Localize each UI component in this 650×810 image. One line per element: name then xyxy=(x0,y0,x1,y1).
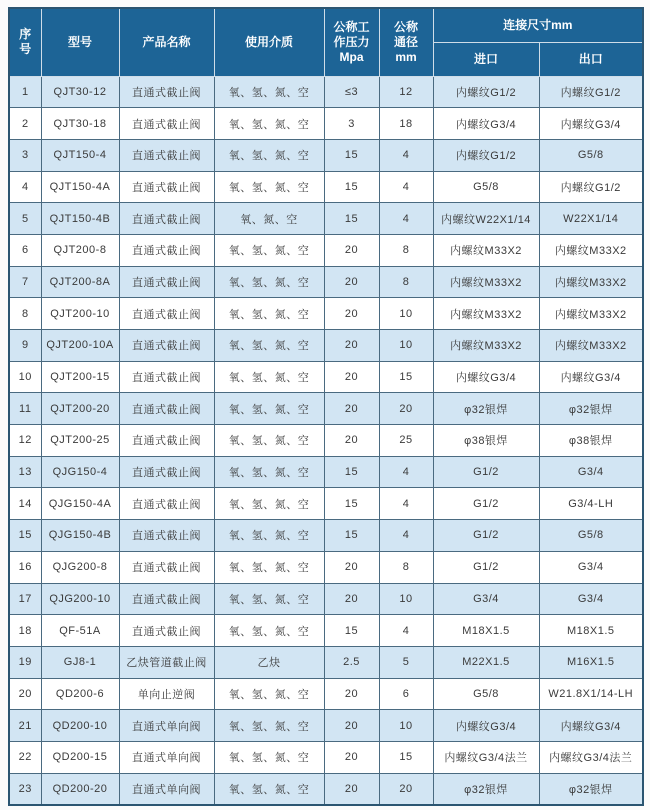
table-row xyxy=(9,171,643,203)
table-row xyxy=(9,488,643,520)
cell-no: 4 xyxy=(9,171,41,203)
table-row xyxy=(9,551,643,583)
cell-diameter: 4 xyxy=(379,488,433,520)
cell-outlet: 内螺纹G3/4 xyxy=(539,108,643,140)
cell-inlet: 内螺纹G1/2 xyxy=(433,76,539,108)
cell-outlet: 内螺纹G3/4法兰 xyxy=(539,741,643,773)
cell-medium: 氧、氢、氮、空 xyxy=(214,361,324,393)
cell-pressure: 15 xyxy=(324,520,379,552)
header-inlet: 进口 xyxy=(433,42,539,76)
cell-no: 1 xyxy=(9,76,41,108)
cell-product: 直通式截止阀 xyxy=(119,171,214,203)
valve-spec-table xyxy=(8,7,644,806)
table-row xyxy=(9,678,643,710)
cell-pressure: 20 xyxy=(324,234,379,266)
cell-inlet: 内螺纹M33X2 xyxy=(433,266,539,298)
cell-medium: 氧、氢、氮、空 xyxy=(214,425,324,457)
table-row xyxy=(9,425,643,457)
cell-pressure: 20 xyxy=(324,266,379,298)
cell-model: QJT200-25 xyxy=(41,425,119,457)
cell-medium: 乙炔 xyxy=(214,646,324,678)
cell-pressure: 20 xyxy=(324,773,379,805)
header-connection-size: 连接尺寸mm xyxy=(433,8,643,42)
cell-medium: 氧、氢、氮、空 xyxy=(214,583,324,615)
cell-product: 直通式截止阀 xyxy=(119,488,214,520)
cell-no: 15 xyxy=(9,520,41,552)
cell-pressure: 3 xyxy=(324,108,379,140)
cell-model: QJT200-15 xyxy=(41,361,119,393)
cell-diameter: 4 xyxy=(379,171,433,203)
table-row xyxy=(9,773,643,805)
cell-inlet: G1/2 xyxy=(433,551,539,583)
table-row xyxy=(9,266,643,298)
cell-product: 直通式单向阀 xyxy=(119,710,214,742)
cell-inlet: 内螺纹G3/4法兰 xyxy=(433,741,539,773)
cell-no: 2 xyxy=(9,108,41,140)
cell-diameter: 25 xyxy=(379,425,433,457)
cell-model: QJT30-18 xyxy=(41,108,119,140)
header-nominal-pressure xyxy=(324,8,379,76)
cell-no: 11 xyxy=(9,393,41,425)
header-serial-number-label: 序号 xyxy=(19,26,32,57)
cell-pressure: ≤3 xyxy=(324,76,379,108)
cell-inlet: 内螺纹G3/4 xyxy=(433,710,539,742)
cell-diameter: 10 xyxy=(379,330,433,362)
table-row xyxy=(9,583,643,615)
header-nominal-pressure-label: 公称工作压力 xyxy=(333,20,370,50)
cell-inlet: G1/2 xyxy=(433,488,539,520)
cell-medium: 氧、氢、氮、空 xyxy=(214,234,324,266)
cell-diameter: 18 xyxy=(379,108,433,140)
cell-model: QJG200-8 xyxy=(41,551,119,583)
cell-product: 直通式截止阀 xyxy=(119,456,214,488)
cell-no: 19 xyxy=(9,646,41,678)
cell-no: 6 xyxy=(9,234,41,266)
cell-product: 直通式单向阀 xyxy=(119,741,214,773)
cell-no: 10 xyxy=(9,361,41,393)
cell-model: QJT200-8A xyxy=(41,266,119,298)
cell-model: QJG150-4 xyxy=(41,456,119,488)
cell-outlet: φ38银焊 xyxy=(539,425,643,457)
cell-outlet: W22X1/14 xyxy=(539,203,643,235)
table-row xyxy=(9,76,643,108)
cell-diameter: 4 xyxy=(379,456,433,488)
cell-diameter: 4 xyxy=(379,520,433,552)
cell-diameter: 10 xyxy=(379,710,433,742)
cell-model: QD200-10 xyxy=(41,710,119,742)
cell-inlet: M22X1.5 xyxy=(433,646,539,678)
header-diameter-unit: mm xyxy=(395,50,417,65)
cell-pressure: 2.5 xyxy=(324,646,379,678)
cell-inlet: φ32银焊 xyxy=(433,773,539,805)
cell-outlet: 内螺纹M33X2 xyxy=(539,266,643,298)
cell-outlet: M16X1.5 xyxy=(539,646,643,678)
cell-product: 直通式截止阀 xyxy=(119,393,214,425)
cell-no: 5 xyxy=(9,203,41,235)
cell-model: QJT200-8 xyxy=(41,234,119,266)
cell-inlet: G3/4 xyxy=(433,583,539,615)
header-serial-number xyxy=(9,8,41,76)
cell-diameter: 5 xyxy=(379,646,433,678)
table-header xyxy=(9,8,643,76)
cell-medium: 氧、氢、氮、空 xyxy=(214,678,324,710)
cell-product: 直通式截止阀 xyxy=(119,615,214,647)
cell-diameter: 15 xyxy=(379,361,433,393)
cell-medium: 氧、氢、氮、空 xyxy=(214,520,324,552)
cell-medium: 氧、氢、氮、空 xyxy=(214,615,324,647)
cell-medium: 氧、氢、氮、空 xyxy=(214,773,324,805)
cell-medium: 氧、氢、氮、空 xyxy=(214,298,324,330)
cell-outlet: 内螺纹G1/2 xyxy=(539,76,643,108)
cell-outlet: G3/4-LH xyxy=(539,488,643,520)
cell-diameter: 15 xyxy=(379,741,433,773)
cell-product: 直通式截止阀 xyxy=(119,520,214,552)
table-row xyxy=(9,330,643,362)
header-product-name: 产品名称 xyxy=(119,8,214,76)
cell-inlet: φ38银焊 xyxy=(433,425,539,457)
cell-pressure: 20 xyxy=(324,710,379,742)
cell-pressure: 20 xyxy=(324,393,379,425)
cell-medium: 氧、氢、氮、空 xyxy=(214,393,324,425)
cell-outlet: 内螺纹G1/2 xyxy=(539,171,643,203)
cell-product: 单向止逆阀 xyxy=(119,678,214,710)
header-outlet: 出口 xyxy=(539,42,643,76)
cell-no: 7 xyxy=(9,266,41,298)
cell-diameter: 20 xyxy=(379,773,433,805)
cell-product: 直通式截止阀 xyxy=(119,298,214,330)
cell-no: 17 xyxy=(9,583,41,615)
cell-model: QJT200-20 xyxy=(41,393,119,425)
cell-product: 直通式截止阀 xyxy=(119,361,214,393)
cell-inlet: G1/2 xyxy=(433,520,539,552)
cell-inlet: 内螺纹G3/4 xyxy=(433,361,539,393)
table-row xyxy=(9,520,643,552)
cell-diameter: 12 xyxy=(379,76,433,108)
cell-inlet: 内螺纹M33X2 xyxy=(433,330,539,362)
cell-outlet: 内螺纹G3/4 xyxy=(539,710,643,742)
cell-medium: 氧、氢、氮、空 xyxy=(214,171,324,203)
table-row xyxy=(9,298,643,330)
cell-product: 直通式截止阀 xyxy=(119,234,214,266)
cell-diameter: 4 xyxy=(379,615,433,647)
table-row xyxy=(9,234,643,266)
cell-inlet: G5/8 xyxy=(433,171,539,203)
cell-inlet: φ32银焊 xyxy=(433,393,539,425)
cell-product: 直通式截止阀 xyxy=(119,425,214,457)
cell-medium: 氧、氢、氮、空 xyxy=(214,488,324,520)
header-model: 型号 xyxy=(41,8,119,76)
cell-product: 直通式截止阀 xyxy=(119,203,214,235)
header-pressure-unit: Mpa xyxy=(339,50,364,65)
cell-inlet: G5/8 xyxy=(433,678,539,710)
header-nominal-diameter-label: 公称通径 xyxy=(393,20,418,50)
cell-pressure: 15 xyxy=(324,139,379,171)
cell-product: 直通式截止阀 xyxy=(119,551,214,583)
cell-medium: 氧、氢、氮、空 xyxy=(214,330,324,362)
cell-diameter: 10 xyxy=(379,583,433,615)
cell-pressure: 15 xyxy=(324,203,379,235)
table-row xyxy=(9,139,643,171)
cell-outlet: G3/4 xyxy=(539,456,643,488)
cell-model: QJT200-10 xyxy=(41,298,119,330)
cell-diameter: 4 xyxy=(379,139,433,171)
cell-pressure: 20 xyxy=(324,298,379,330)
cell-diameter: 20 xyxy=(379,393,433,425)
cell-pressure: 20 xyxy=(324,551,379,583)
header-medium: 使用介质 xyxy=(214,8,324,76)
cell-medium: 氧、氢、氮、空 xyxy=(214,456,324,488)
cell-inlet: 内螺纹M33X2 xyxy=(433,234,539,266)
cell-outlet: G5/8 xyxy=(539,520,643,552)
cell-pressure: 20 xyxy=(324,425,379,457)
cell-product: 乙炔管道截止阀 xyxy=(119,646,214,678)
cell-no: 8 xyxy=(9,298,41,330)
cell-pressure: 15 xyxy=(324,456,379,488)
cell-pressure: 20 xyxy=(324,741,379,773)
cell-no: 16 xyxy=(9,551,41,583)
cell-model: QD200-20 xyxy=(41,773,119,805)
cell-outlet: 内螺纹M33X2 xyxy=(539,330,643,362)
table-body xyxy=(9,76,643,805)
cell-medium: 氧、氢、氮、空 xyxy=(214,741,324,773)
cell-model: QJT30-12 xyxy=(41,76,119,108)
cell-diameter: 10 xyxy=(379,298,433,330)
cell-no: 14 xyxy=(9,488,41,520)
cell-inlet: 内螺纹W22X1/14 xyxy=(433,203,539,235)
table-row xyxy=(9,456,643,488)
cell-product: 直通式截止阀 xyxy=(119,583,214,615)
cell-no: 3 xyxy=(9,139,41,171)
cell-diameter: 8 xyxy=(379,266,433,298)
cell-diameter: 8 xyxy=(379,551,433,583)
cell-inlet: 内螺纹M33X2 xyxy=(433,298,539,330)
header-nominal-diameter xyxy=(379,8,433,76)
cell-model: QF-51A xyxy=(41,615,119,647)
cell-model: QJG150-4B xyxy=(41,520,119,552)
cell-medium: 氧、氢、氮、空 xyxy=(214,76,324,108)
cell-inlet: 内螺纹G1/2 xyxy=(433,139,539,171)
cell-pressure: 15 xyxy=(324,488,379,520)
cell-medium: 氧、氮、空 xyxy=(214,203,324,235)
cell-no: 20 xyxy=(9,678,41,710)
cell-outlet: φ32银焊 xyxy=(539,393,643,425)
cell-medium: 氧、氢、氮、空 xyxy=(214,139,324,171)
cell-no: 12 xyxy=(9,425,41,457)
cell-model: GJ8-1 xyxy=(41,646,119,678)
cell-outlet: G5/8 xyxy=(539,139,643,171)
cell-model: QJT200-10A xyxy=(41,330,119,362)
cell-model: QJG200-10 xyxy=(41,583,119,615)
cell-outlet: 内螺纹M33X2 xyxy=(539,234,643,266)
cell-model: QD200-6 xyxy=(41,678,119,710)
cell-product: 直通式截止阀 xyxy=(119,139,214,171)
cell-pressure: 20 xyxy=(324,583,379,615)
cell-pressure: 20 xyxy=(324,330,379,362)
cell-no: 21 xyxy=(9,710,41,742)
cell-product: 直通式截止阀 xyxy=(119,76,214,108)
table-row xyxy=(9,615,643,647)
cell-diameter: 4 xyxy=(379,203,433,235)
table-row xyxy=(9,108,643,140)
cell-medium: 氧、氢、氮、空 xyxy=(214,108,324,140)
cell-outlet: G3/4 xyxy=(539,583,643,615)
table-row xyxy=(9,203,643,235)
cell-medium: 氧、氢、氮、空 xyxy=(214,710,324,742)
table-row xyxy=(9,646,643,678)
cell-outlet: 内螺纹G3/4 xyxy=(539,361,643,393)
cell-diameter: 8 xyxy=(379,234,433,266)
cell-product: 直通式截止阀 xyxy=(119,330,214,362)
cell-pressure: 20 xyxy=(324,361,379,393)
cell-no: 18 xyxy=(9,615,41,647)
cell-diameter: 6 xyxy=(379,678,433,710)
cell-model: QD200-15 xyxy=(41,741,119,773)
cell-product: 直通式截止阀 xyxy=(119,266,214,298)
cell-product: 直通式单向阀 xyxy=(119,773,214,805)
table-row xyxy=(9,393,643,425)
cell-medium: 氧、氢、氮、空 xyxy=(214,551,324,583)
cell-model: QJT150-4 xyxy=(41,139,119,171)
cell-model: QJG150-4A xyxy=(41,488,119,520)
cell-model: QJT150-4A xyxy=(41,171,119,203)
cell-no: 23 xyxy=(9,773,41,805)
cell-outlet: φ32银焊 xyxy=(539,773,643,805)
cell-pressure: 20 xyxy=(324,678,379,710)
cell-inlet: M18X1.5 xyxy=(433,615,539,647)
cell-no: 9 xyxy=(9,330,41,362)
cell-pressure: 15 xyxy=(324,615,379,647)
cell-model: QJT150-4B xyxy=(41,203,119,235)
cell-no: 22 xyxy=(9,741,41,773)
cell-no: 13 xyxy=(9,456,41,488)
cell-medium: 氧、氢、氮、空 xyxy=(214,266,324,298)
cell-outlet: G3/4 xyxy=(539,551,643,583)
cell-outlet: W21.8X1/14-LH xyxy=(539,678,643,710)
cell-pressure: 15 xyxy=(324,171,379,203)
table-row xyxy=(9,710,643,742)
cell-inlet: G1/2 xyxy=(433,456,539,488)
cell-outlet: 内螺纹M33X2 xyxy=(539,298,643,330)
cell-inlet: 内螺纹G3/4 xyxy=(433,108,539,140)
cell-product: 直通式截止阀 xyxy=(119,108,214,140)
table-row xyxy=(9,361,643,393)
cell-outlet: M18X1.5 xyxy=(539,615,643,647)
table-row xyxy=(9,741,643,773)
